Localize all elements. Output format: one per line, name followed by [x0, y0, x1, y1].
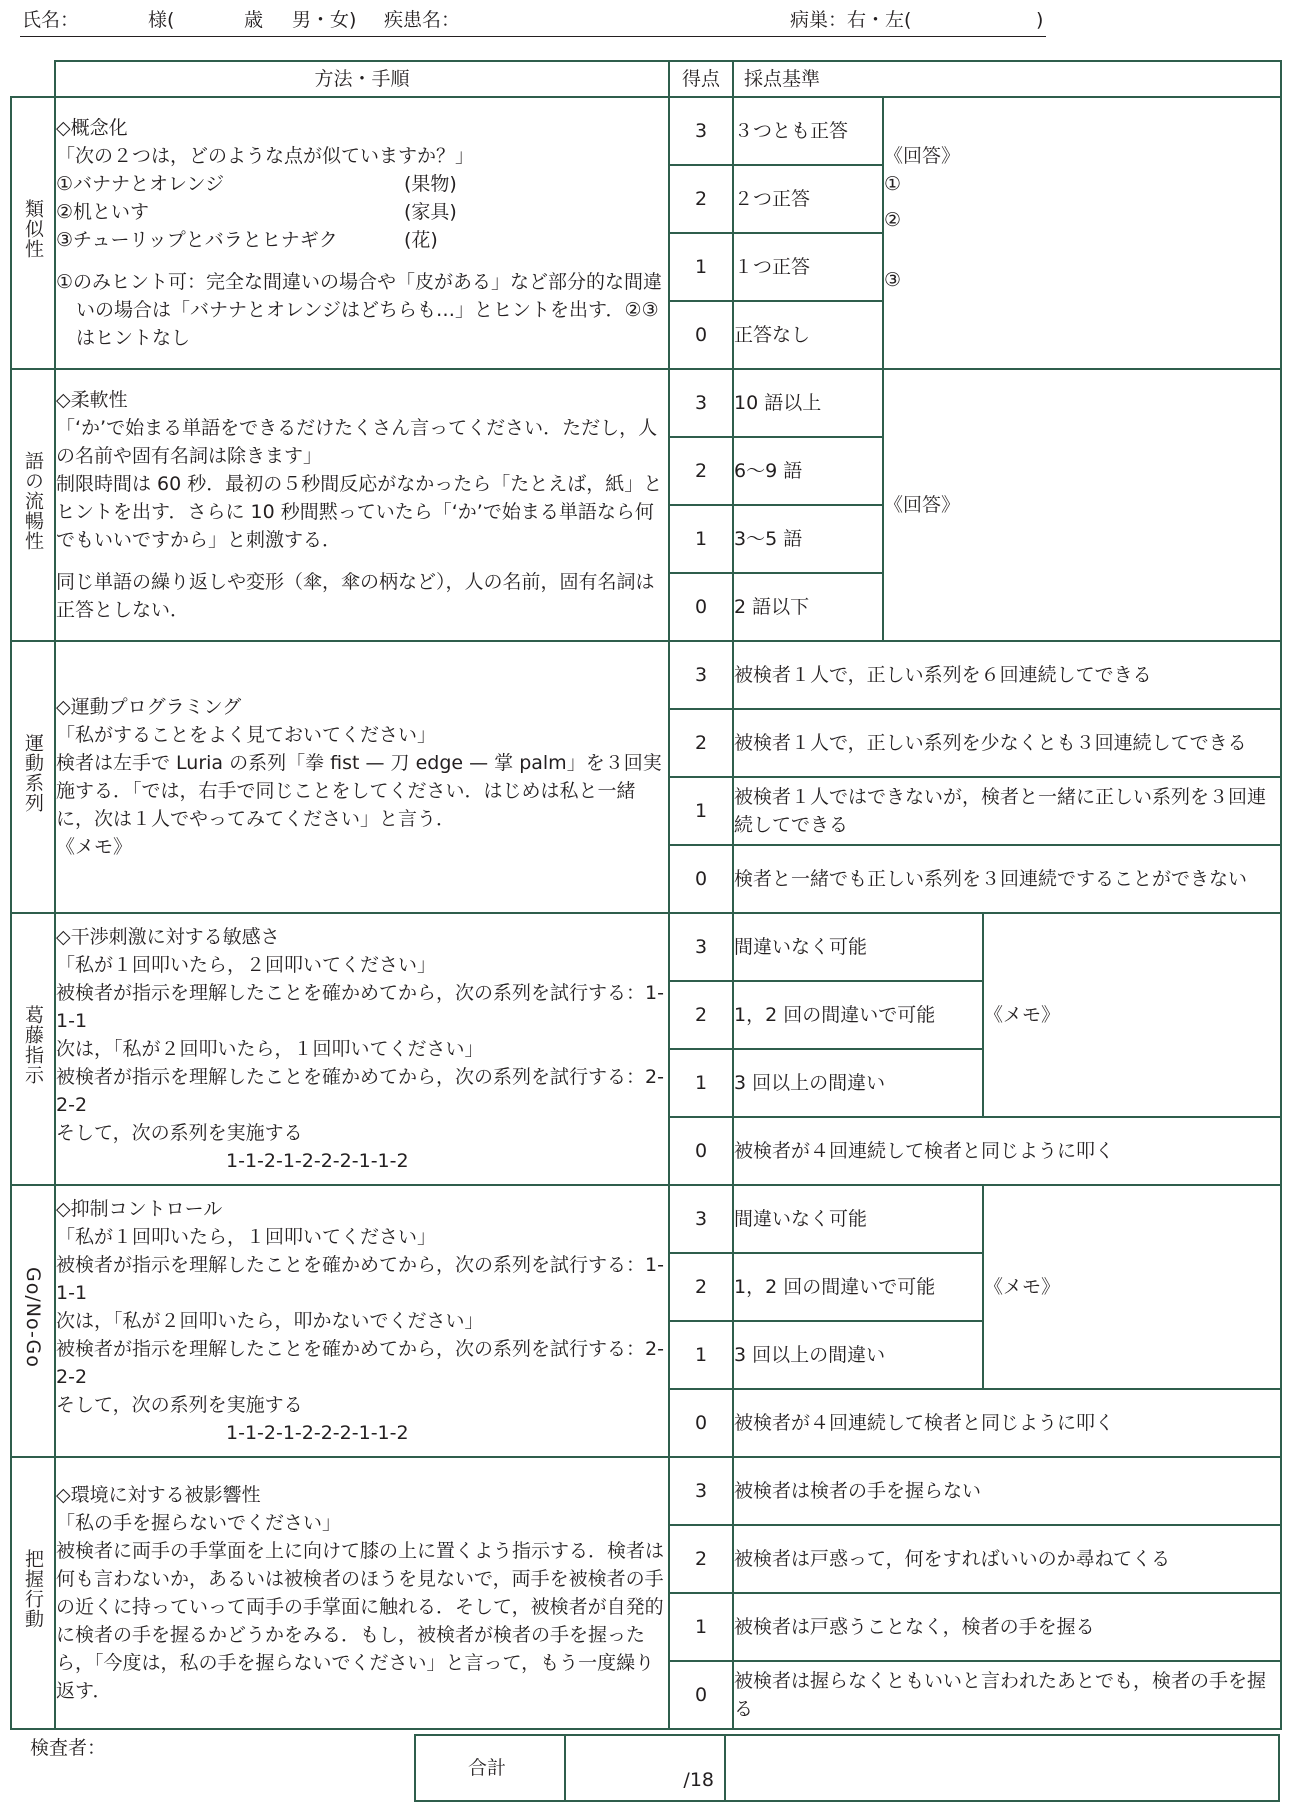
score-value: 1 [669, 777, 733, 845]
item-text: ③チューリップとバラとヒナギク [56, 229, 338, 251]
method-memo: 《メモ》 [56, 836, 133, 858]
method-title: ◇環境に対する被影響性 [56, 1484, 261, 1506]
criteria-text: 被検者が４回連続して検者と同じように叩く [733, 1389, 1281, 1457]
score-value: 0 [669, 573, 733, 641]
method-title: ◇干渉刺激に対する敏感さ [56, 926, 280, 948]
method-cell [55, 97, 669, 369]
score-value: 3 [669, 1185, 733, 1253]
domain-label-cell [11, 1185, 55, 1457]
method-line: 次は，「私が２回叩いたら，叩かないでください」 [56, 1310, 484, 1332]
method-note: 同じ単語の繰り返しや変形（傘，傘の柄など），人の名前，固有名詞は正答としない． [56, 571, 655, 621]
item-category: (果物) [404, 173, 457, 195]
memo-label: 《メモ》 [984, 1276, 1061, 1298]
method-line: そして，次の系列を実施する [56, 1122, 303, 1144]
method-line: 「‘か’で始まる単語をできるだけたくさん言ってください．ただし，人の名前や固有名詞は除きます」 [56, 417, 658, 467]
column-header-method: 方法・手順 [55, 61, 669, 97]
criteria-text: ２つ正答 [733, 165, 883, 233]
answer-mark-3: ③ [884, 269, 902, 291]
age-label: 歳 [244, 9, 264, 31]
answer-mark-2: ② [884, 209, 902, 231]
score-row [11, 1457, 1281, 1525]
criteria-text: 被検者は戸惑うことなく，検者の手を握る [733, 1593, 1281, 1661]
method-title: ◇抑制コントロール [56, 1198, 223, 1220]
domain-label: Go/No-Go [22, 1266, 44, 1368]
answer-box [883, 97, 1281, 369]
domain-label: 運動系列 [22, 733, 44, 813]
method-cell [55, 1185, 669, 1457]
method-line: 「次の２つは，どのような点が似ていますか？」 [56, 145, 475, 167]
score-value: 3 [669, 641, 733, 709]
header-blank-cell [11, 61, 55, 97]
criteria-text: 間違いなく可能 [733, 1185, 983, 1253]
score-row [11, 97, 1281, 165]
total-notes-box [724, 1734, 1280, 1802]
domain-label: 葛藤指示 [22, 1005, 44, 1085]
criteria-text: 検者と一緒でも正しい系列を３回連続ですることができない [733, 845, 1281, 913]
domain-label-cell [11, 369, 55, 641]
item-text: ②机といす [56, 201, 150, 223]
score-row [11, 913, 1281, 981]
item-category: (家具) [404, 201, 457, 223]
criteria-text: ３つとも正答 [733, 97, 883, 165]
score-value: 0 [669, 845, 733, 913]
score-value: 3 [669, 97, 733, 165]
score-value: 2 [669, 981, 733, 1049]
method-cell [55, 641, 669, 913]
lesion-close: ) [1036, 9, 1044, 31]
method-title: ◇運動プログラミング [56, 696, 242, 718]
method-item [56, 170, 668, 198]
score-row [11, 369, 1281, 437]
criteria-text: 3〜5 語 [733, 505, 883, 573]
answer-label: 《回答》 [884, 145, 961, 167]
criteria-text: 被検者は握らなくともいいと言われたあとでも，検者の手を握る [733, 1661, 1281, 1729]
method-cell [55, 1457, 669, 1729]
method-title: ◇柔軟性 [56, 389, 128, 411]
criteria-text: 3 回以上の間違い [733, 1321, 983, 1389]
answer-mark-1: ① [884, 173, 902, 195]
method-line: 被検者が指示を理解したことを確かめてから，次の系列を試行する：1-1-1 [56, 1254, 664, 1304]
method-line: 「私が１回叩いたら，１回叩いてください」 [56, 1226, 437, 1248]
score-value: 1 [669, 1321, 733, 1389]
method-cell [55, 369, 669, 641]
criteria-text: 被検者１人で，正しい系列を６回連続してできる [733, 641, 1281, 709]
total-score-box [564, 1734, 726, 1802]
domain-label-cell [11, 1457, 55, 1729]
method-line: 被検者が指示を理解したことを確かめてから，次の系列を試行する：1-1-1 [56, 982, 664, 1032]
column-header-score: 得点 [669, 61, 733, 97]
score-value: 3 [669, 913, 733, 981]
method-item [56, 198, 668, 226]
method-line: そして，次の系列を実施する [56, 1394, 303, 1416]
answer-box [883, 369, 1281, 641]
criteria-text: 正答なし [733, 301, 883, 369]
score-value: 0 [669, 1389, 733, 1457]
method-item [56, 226, 668, 254]
method-line: 「私の手を握らないでください」 [56, 1512, 342, 1534]
score-value: 0 [669, 1661, 733, 1729]
criteria-text: 被検者は検者の手を握らない [733, 1457, 1281, 1525]
examiner-label: 検査者： [30, 1737, 107, 1759]
lesion-label: 病巣：右・左( [790, 9, 912, 31]
score-value: 1 [669, 1593, 733, 1661]
criteria-text: 被検者が４回連続して検者と同じように叩く [733, 1117, 1281, 1185]
tap-sequence: 1-1-2-1-2-2-2-1-1-2 [226, 1422, 409, 1444]
method-line: 検者は左手で Luria の系列「拳 fist — 刀 edge — 掌 palm」を３回実施する．「では，右手で同じことをしてください．はじめは私と一緒に，次は１人でやってみてください」と言う． [56, 752, 662, 830]
score-value: 1 [669, 233, 733, 301]
name-label: 氏名： [22, 9, 80, 31]
criteria-text: １つ正答 [733, 233, 883, 301]
criteria-text: 被検者は戸惑って，何をすればいいのか尋ねてくる [733, 1525, 1281, 1593]
score-value: 0 [669, 1117, 733, 1185]
score-value: 2 [669, 709, 733, 777]
criteria-text: 6〜9 語 [733, 437, 883, 505]
method-line: 制限時間は 60 秒．最初の５秒間反応がなかったら「たとえば，紙」とヒントを出す．さらに 10 秒間黙っていたら「‘か’で始まる単語なら何でもいいですから」と刺激する． [56, 473, 663, 551]
criteria-text: 3 回以上の間違い [733, 1049, 983, 1117]
column-header-criteria: 採点基準 [733, 61, 1281, 97]
memo-box [983, 1185, 1281, 1389]
memo-box [983, 913, 1281, 1117]
sex-label: 男・女) [292, 9, 357, 31]
method-line: 「私が１回叩いたら，２回叩いてください」 [56, 954, 437, 976]
score-value: 3 [669, 1457, 733, 1525]
score-value: 2 [669, 437, 733, 505]
header-underline [20, 36, 1046, 37]
method-line: 「私がすることをよく見ておいてください」 [56, 724, 437, 746]
method-cell [55, 913, 669, 1185]
sama-label: 様( [148, 9, 175, 31]
domain-label: 類似性 [22, 199, 44, 259]
memo-label: 《メモ》 [984, 1004, 1061, 1026]
criteria-text: 10 語以上 [733, 369, 883, 437]
hint-text: ①のみヒント可：完全な間違いの場合や「皮がある」など部分的な間違いの場合は「バナナとオレンジはどちらも…」とヒントを出す．②③はヒントなし [56, 271, 663, 349]
method-line: 次は，「私が２回叩いたら，１回叩いてください」 [56, 1038, 484, 1060]
criteria-text: 2 語以下 [733, 573, 883, 641]
score-value: 0 [669, 301, 733, 369]
score-value: 1 [669, 1049, 733, 1117]
score-row [11, 641, 1281, 709]
domain-label-cell [11, 913, 55, 1185]
score-value: 2 [669, 165, 733, 233]
disease-label: 疾患名： [384, 9, 461, 31]
criteria-text: 被検者１人で，正しい系列を少なくとも３回連続してできる [733, 709, 1281, 777]
criteria-text: 間違いなく可能 [733, 913, 983, 981]
total-label: 合計 [468, 1757, 507, 1779]
method-line: 被検者が指示を理解したことを確かめてから，次の系列を試行する：2-2-2 [56, 1066, 664, 1116]
criteria-text: 1，2 回の間違いで可能 [733, 1253, 983, 1321]
total-max: /18 [683, 1769, 714, 1791]
domain-label-cell [11, 97, 55, 369]
fab-table [10, 60, 1282, 1730]
score-row [11, 1185, 1281, 1253]
score-value: 3 [669, 369, 733, 437]
column-header-row [11, 61, 1281, 97]
domain-label: 語の流暢性 [22, 451, 44, 551]
method-title: ◇概念化 [56, 117, 128, 139]
domain-label-cell [11, 641, 55, 913]
method-line: 被検者に両手の手掌面を上に向けて膝の上に置くよう指示する．検者は何も言わないか，あるいは被検者のほうを見ないで，両手を被検者の手の近くに持っていって両手の手掌面に触れる．そして，被検者が自発的に検者の手を握るかどうかをみる．もし，被検者が検者の手を握ったら，「今度は，私の手を握らないでください」と言って，もう一度繰り返す． [56, 1540, 665, 1702]
score-value: 1 [669, 505, 733, 573]
domain-label: 把握行動 [22, 1549, 44, 1629]
method-line: 被検者が指示を理解したことを確かめてから，次の系列を試行する：2-2-2 [56, 1338, 664, 1388]
total-label-box [414, 1734, 566, 1802]
answer-label: 《回答》 [884, 494, 961, 516]
item-text: ①バナナとオレンジ [56, 173, 225, 195]
tap-sequence: 1-1-2-1-2-2-2-1-1-2 [226, 1150, 409, 1172]
item-category: (花) [404, 229, 438, 251]
criteria-text: 1，2 回の間違いで可能 [733, 981, 983, 1049]
criteria-text: 被検者１人ではできないが，検者と一緒に正しい系列を３回連続してできる [733, 777, 1281, 845]
score-value: 2 [669, 1253, 733, 1321]
score-value: 2 [669, 1525, 733, 1593]
